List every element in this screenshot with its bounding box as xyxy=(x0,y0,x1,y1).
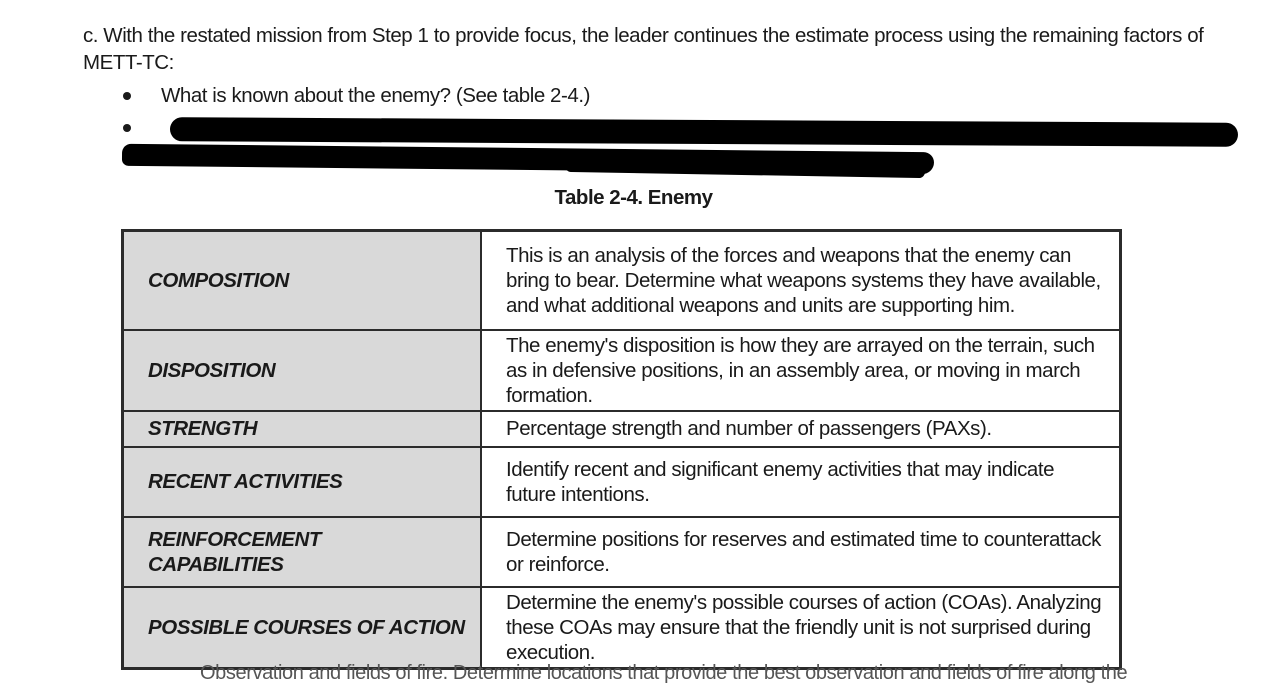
bullet-dot-icon xyxy=(123,92,131,100)
description-cell: Percentage strength and number of passengers (PAXs). xyxy=(481,411,1121,447)
factor-cell: DISPOSITION xyxy=(123,330,482,411)
enemy-table xyxy=(121,229,1122,670)
description-cell: Determine the enemy's possible courses of action (COAs). Analyzing these COAs may ensure that the friendly unit is not surprised during execution. xyxy=(481,587,1121,669)
bullet-dot-icon xyxy=(123,124,131,132)
table-row xyxy=(123,447,1121,517)
factor-cell: STRENGTH xyxy=(123,411,482,447)
description-cell: Identify recent and significant enemy activities that may indicate future intentions. xyxy=(481,447,1121,517)
table-row xyxy=(123,517,1121,587)
intro-paragraph: c. With the restated mission from Step 1 to provide focus, the leader continues the estimate process using the remaining factors of METT-TC: xyxy=(83,24,1204,74)
bullet-text: What is known about the enemy? (See table 2-4.) xyxy=(161,84,590,107)
redaction-mark xyxy=(170,117,1238,147)
description-cell: Determine positions for reserves and estimated time to counterattack or reinforce. xyxy=(481,517,1121,587)
description-cell: This is an analysis of the forces and weapons that the enemy can bring to bear. Determine what weapons systems they have available, and what additional weapons and units are supporting him. xyxy=(481,231,1121,330)
table-row xyxy=(123,330,1121,411)
cut-off-text-line: Observation and fields of fire. Determine locations that provide the best observation and fields of fire along the xyxy=(200,662,1128,684)
table-caption: Table 2-4. Enemy xyxy=(554,186,713,209)
bullet-item-enemy xyxy=(120,82,1240,110)
table-row xyxy=(123,231,1121,330)
factor-cell: POSSIBLE COURSES OF ACTION xyxy=(123,587,482,669)
description-cell: The enemy's disposition is how they are arrayed on the terrain, such as in defensive positions, in an assembly area, or moving in march formation. xyxy=(481,330,1121,411)
factor-cell: COMPOSITION xyxy=(123,231,482,330)
factor-cell: RECENT ACTIVITIES xyxy=(123,447,482,517)
table-row xyxy=(123,587,1121,669)
table-row xyxy=(123,411,1121,447)
factor-cell: REINFORCEMENT CAPABILITIES xyxy=(123,517,482,587)
